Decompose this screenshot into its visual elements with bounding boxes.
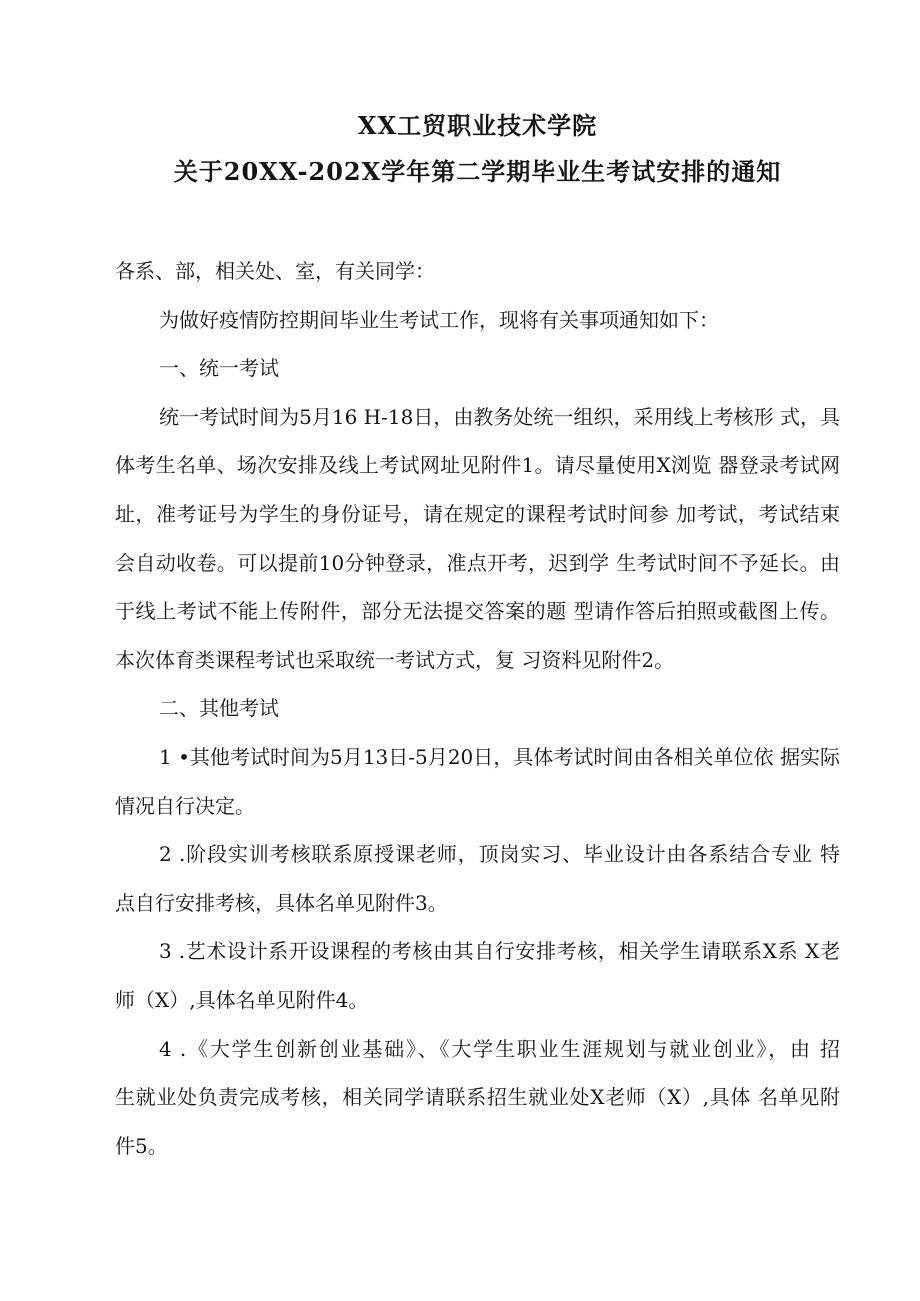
paragraph-line: 址，准考证号为学生的身份证号，请在规定的课程考试时间参 加考试，考试结束 (115, 501, 840, 526)
list-item-2-line: 点自行安排考核，具体名单见附件3。 (115, 890, 448, 915)
section-2-heading: 二、其他考试 (159, 696, 279, 721)
paragraph-line: 会自动收卷。可以提前10分钟登录，准点开考，迟到学 生考试时间不予延长。由 (115, 550, 840, 575)
paragraph-line: 于线上考试不能上传附件，部分无法提交答案的题 型请作答后拍照或截图上传。 (115, 599, 840, 624)
document-body (115, 247, 840, 1170)
document-subtitle: 关于20XX-202X学年第二学期毕业生考试安排的通知 (173, 157, 782, 186)
list-item-1-line: 情况自行决定。 (115, 793, 255, 818)
document-title: XX工贸职业技术学院 (357, 111, 598, 140)
list-item-4-line: 4 .《大学生创新创业基础》、《大学生职业生涯规划与就业创业》，由 招 (159, 1036, 840, 1061)
list-item-3-line: 3 .艺术设计系开设课程的考核由其自行安排考核，相关学生请联系X系 X老 (159, 939, 840, 964)
list-item-3-line: 师（X）,具体名单见附件4。 (115, 987, 369, 1012)
list-item-4-line: 件5。 (115, 1133, 168, 1158)
paragraph-line: 体考生名单、场次安排及线上考试网址见附件1。请尽量使用X浏览 器登录考试网 (115, 453, 840, 478)
list-item-1-line: 1 •其他考试时间为5月13日-5月20日，具体考试时间由各相关单位依 据实际 (159, 744, 840, 769)
paragraph-line: 本次体育类课程考试也采取统一考试方式，复 习资料见附件2。 (115, 647, 675, 672)
section-1-heading: 一、统一考试 (159, 356, 279, 381)
salutation-line: 各系、部，相关处、室，有关同学： (115, 259, 435, 283)
list-item-4-line: 生就业处负责完成考核，相关同学请联系招生就业处X老师（X）,具体 名单见附 (115, 1085, 840, 1110)
paragraph-line: 统一考试时间为5月16 H-18日，由教务处统一组织，采用线上考核形 式，具 (159, 404, 840, 429)
list-item-2-line: 2 .阶段实训考核联系原授课老师，顶岗实习、毕业设计由各系结合专业 特 (159, 842, 840, 867)
intro-paragraph-line: 为做好疫情防控期间毕业生考试工作，现将有关事项通知如下： (159, 307, 719, 332)
